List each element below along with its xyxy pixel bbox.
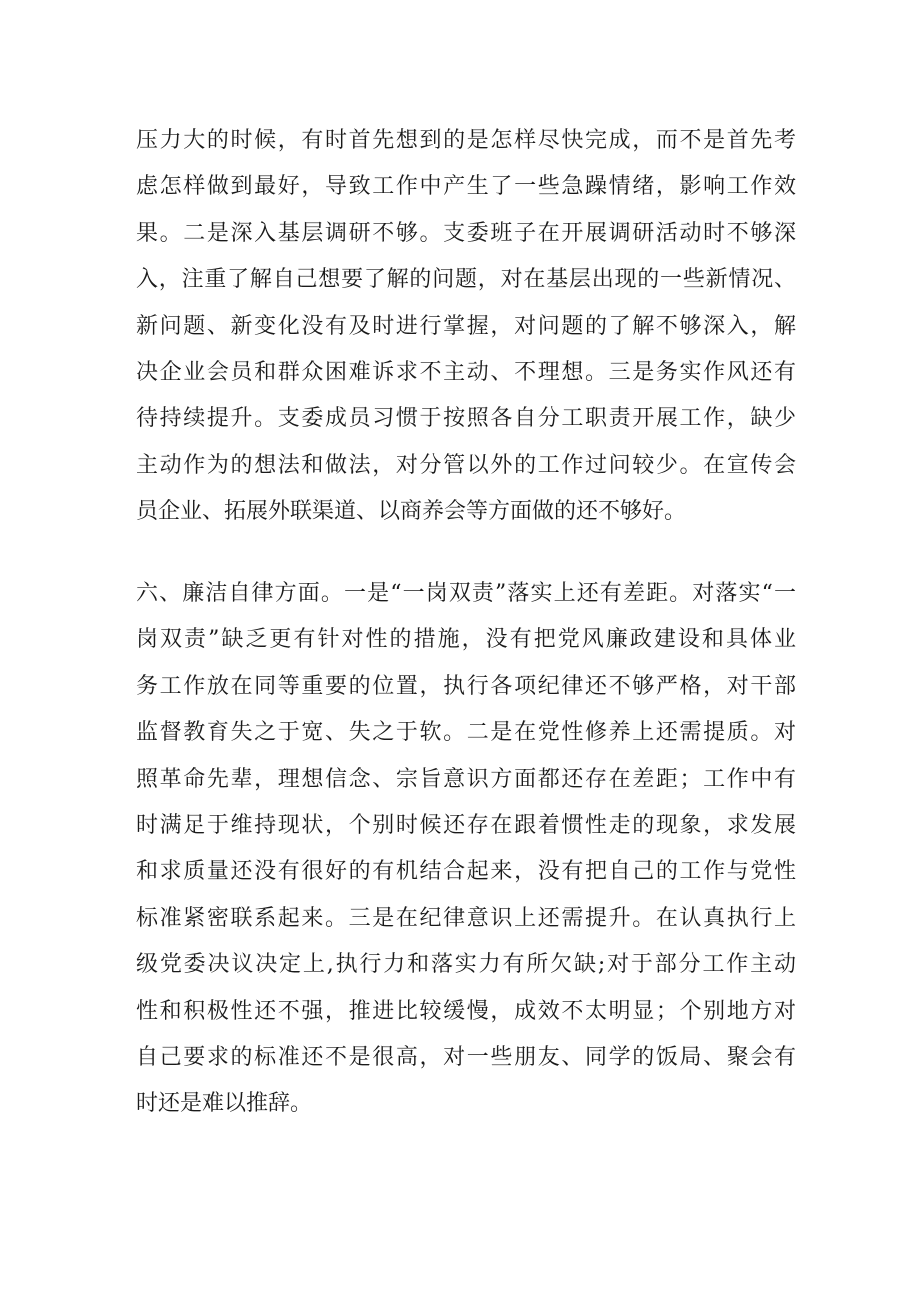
- text-line: 和求质量还没有很好的有机结合起来，没有把自己的工作与党性: [136, 859, 796, 885]
- text-line: 六、廉洁自律方面。一是“一岗双责”落实上还有差距。对落实“一: [136, 581, 796, 606]
- text-line: 务工作放在同等重要的位置，执行各项纪律还不够严格，对干部: [136, 673, 796, 699]
- text-line: 时满足于维持现状，个别时候还存在跟着惯性走的现象，求发展: [136, 812, 796, 838]
- text-line: 果。二是深入基层调研不够。支委班子在开展调研活动时不够深: [136, 220, 796, 246]
- text-line: 主动作为的想法和做法，对分管以外的工作过问较少。在宣传会: [136, 452, 796, 478]
- text-line: 虑怎样做到最好，导致工作中产生了一些急躁情绪，影响工作效: [136, 174, 796, 200]
- text-line: 待持续提升。支委成员习惯于按照各自分工职责开展工作，缺少: [136, 406, 796, 432]
- text-line: 照革命先辈，理想信念、宗旨意识方面都还存在差距；工作中有: [136, 766, 796, 792]
- text-line: 决企业会员和群众困难诉求不主动、不理想。三是务实作风还有: [136, 359, 796, 385]
- text-line: 监督教育失之于宽、失之于软。二是在党性修养上还需提质。对: [136, 720, 796, 746]
- text-line: 员企业、拓展外联渠道、以商养会等方面做的还不够好。: [136, 499, 687, 525]
- text-line: 新问题、新变化没有及时进行掌握，对问题的了解不够深入，解: [136, 313, 796, 339]
- text-line: 时还是难以推辞。: [136, 1091, 313, 1117]
- paragraph-work-style: [136, 118, 796, 536]
- text-line: 自己要求的标准还不是很高，对一些朋友、同学的饭局、聚会有: [136, 1044, 796, 1070]
- text-line: 标准紧密联系起来。三是在纪律意识上还需提升。在认真执行上: [136, 905, 796, 931]
- text-line: 性和积极性还不强，推进比较缓慢，成效不太明显；个别地方对: [136, 998, 796, 1024]
- text-line: 压力大的时候，有时首先想到的是怎样尽快完成，而不是首先考: [136, 128, 796, 153]
- text-line: 入，注重了解自己想要了解的问题，对在基层出现的一些新情况、: [136, 267, 796, 293]
- text-line: 级党委决议决定上,执行力和落实力有所欠缺;对于部分工作主动: [136, 952, 796, 978]
- paragraph-integrity-self-discipline: [136, 571, 796, 1128]
- text-line: 岗双责”缺乏更有针对性的措施，没有把党风廉政建设和具体业: [136, 627, 796, 653]
